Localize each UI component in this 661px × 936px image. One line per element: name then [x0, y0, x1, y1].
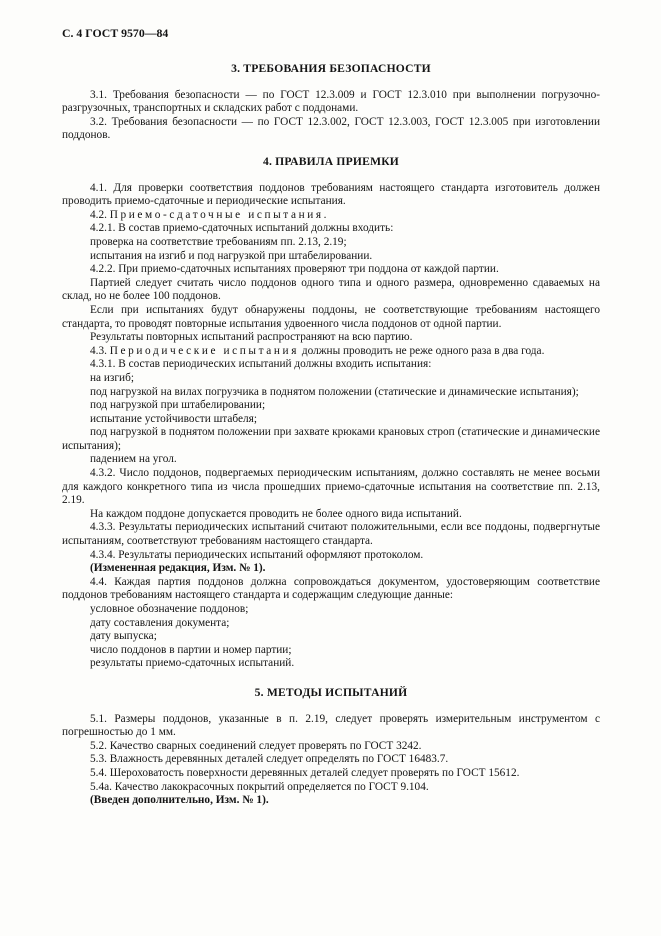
section-4-title: 4. ПРАВИЛА ПРИЕМКИ — [262, 155, 400, 168]
paragraph-3-2: 3.2. Требования безопасности — по ГОСТ 12.3.002, ГОСТ 12.3.003, ГОСТ 12.3.005 при изготовлении поддонов. — [62, 115, 600, 142]
paragraph-4-3-end: должны проводить не реже одного раза в два года. — [301, 344, 545, 357]
paragraph-5-4a: 5.4а. Качество лакокрасочных покрытий определяется по ГОСТ 9.104. — [90, 780, 429, 793]
paragraph-4-3-number: 4.3. — [90, 344, 107, 357]
paragraph-5-1: 5.1. Размеры поддонов, указанные в п. 2.19, следует проверять измерительным инструментом с погрешностью до 1 мм. — [62, 712, 600, 739]
paragraph-4-2-2-c: Если при испытаниях будут обнаружены поддоны, не соответствующие требованиям настоящего стандарта, то проводят повторные испытания удвоенного числа поддонов от одной партии. — [62, 303, 600, 330]
paragraph-4-2-spaced-title: Приемо-сдаточные испытания — [109, 208, 324, 221]
list-item-4-4-b: дату составления документа; — [90, 616, 230, 629]
list-item-4-2-1-b: испытания на изгиб и под нагрузкой при штабелировании. — [90, 249, 373, 262]
paragraph-5-4: 5.4. Шероховатость поверхности деревянных деталей следует проверять по ГОСТ 15612. — [90, 766, 520, 779]
paragraph-4-3-1: 4.3.1. В состав периодических испытаний должны входить испытания: — [90, 358, 432, 371]
paragraph-5-3: 5.3. Влажность деревянных деталей следует определять по ГОСТ 16483.7. — [90, 753, 449, 766]
paragraph-4-3 — [62, 345, 600, 359]
list-item-4-3-1-f: падением на угол. — [90, 453, 177, 466]
added-note: (Введен дополнительно, Изм. № 1). — [90, 794, 269, 807]
paragraph-4-3-spaced-title: Периодические испытания — [109, 344, 299, 357]
list-item-4-3-1-e: под нагрузкой в поднятом положении при захвате крюками крановых строп (статические и динамические испытания); — [62, 426, 600, 452]
paragraph-5-2: 5.2. Качество сварных соединений следует проверять по ГОСТ 3242. — [90, 739, 422, 752]
section-4-body — [62, 182, 600, 671]
paragraph-4-4: 4.4. Каждая партия поддонов должна сопровождаться документом, удостоверяющим соответствие поддонов требованиям настоящего стандарта и содержащим следующие данные: — [62, 575, 600, 602]
page-header: С. 4 ГОСТ 9570—84 — [62, 26, 169, 40]
paragraph-4-3-2: 4.3.2. Число поддонов, подвергаемых периодическим испытаниям, должно составлять не менее восьми для каждого конкретного типа из числа прошедших приемо-сдаточные испытания на соответствие пп. 2.13, 2.19. — [62, 467, 600, 507]
list-item-4-4-e: результаты приемо-сдаточных испытаний. — [90, 657, 295, 670]
list-item-4-4-c: дату выпуска; — [90, 630, 157, 643]
paragraph-3-1: 3.1. Требования безопасности — по ГОСТ 12.3.009 и ГОСТ 12.3.010 при выполнении погрузочно-разгрузочных, транспортных и складских работ с поддонами. — [62, 88, 600, 115]
section-5-body — [62, 713, 600, 808]
list-item-4-3-1-a: на изгиб; — [90, 371, 134, 384]
section-5 — [62, 686, 600, 808]
list-item-4-3-1-c: под нагрузкой при штабелировании; — [90, 399, 266, 412]
section-3 — [62, 62, 600, 143]
paragraph-4-1: 4.1. Для проверки соответствия поддонов требованиям настоящего стандарта изготовитель должен проводить приемо-сдаточные и периодические испытания. — [62, 181, 600, 208]
section-5-title: 5. МЕТОДЫ ИСПЫТАНИЙ — [254, 686, 408, 699]
section-4 — [62, 155, 600, 671]
paragraph-4-2-end: . — [323, 208, 327, 221]
list-item-4-2-1-a: проверка на соответствие требованиям пп. 2.13, 2.19; — [90, 235, 347, 248]
paragraph-4-2-1: 4.2.1. В состав приемо-сдаточных испытаний должны входить: — [90, 222, 394, 235]
section-3-title: 3. ТРЕБОВАНИЯ БЕЗОПАСНОСТИ — [231, 62, 431, 75]
paragraph-4-2-2: 4.2.2. При приемо-сдаточных испытаниях проверяют три поддона от каждой партии. — [90, 263, 499, 276]
paragraph-4-2 — [62, 209, 600, 223]
paragraph-4-2-2-d: Результаты повторных испытаний распространяют на всю партию. — [90, 331, 413, 344]
list-item-4-3-1-d: испытание устойчивости штабеля; — [90, 412, 257, 425]
list-item-4-4-a: условное обозначение поддонов; — [90, 603, 249, 615]
paragraph-4-3-2-b: На каждом поддоне допускается проводить не более одного вида испытаний. — [90, 507, 462, 520]
paragraph-4-3-3: 4.3.3. Результаты периодических испытаний считают положительными, если все поддоны, подвергнутые испытаниям, соответствуют требованиям настоящего стандарта. — [62, 521, 600, 548]
edit-note: (Измененная редакция, Изм. № 1). — [90, 562, 266, 575]
paragraph-4-2-2-b: Партией следует считать число поддонов одного типа и одного размера, одновременно сдаваемых на склад, но не более 100 поддонов. — [62, 276, 600, 303]
list-item-4-4-d: число поддонов в партии и номер партии; — [90, 643, 292, 656]
paragraph-4-3-4: 4.3.4. Результаты периодических испытаний оформляют протоколом. — [90, 548, 424, 561]
paragraph-4-2-number: 4.2. — [90, 208, 107, 221]
section-3-body — [62, 89, 600, 143]
list-item-4-3-1-b: под нагрузкой на вилах погрузчика в поднятом положении (статические и динамические испытания); — [90, 385, 579, 398]
